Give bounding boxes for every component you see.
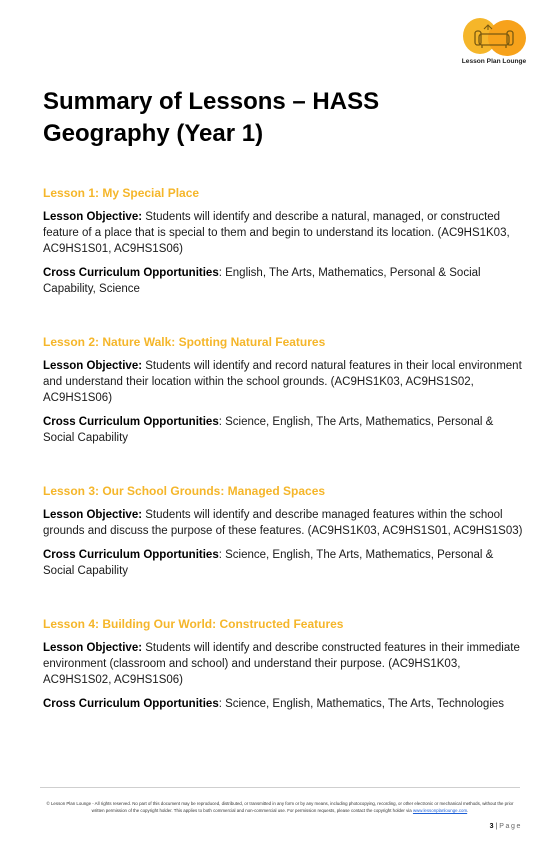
cross-text: : Science, English, The Arts, Mathematics, Personal & Social Capability — [43, 549, 494, 577]
lesson-4 — [43, 616, 523, 712]
objective-label: Lesson Objective: — [43, 642, 143, 654]
website-link[interactable]: www.lessonplanlounge.com — [412, 807, 468, 813]
copyright-text: © Lesson Plan Lounge - All rights reserved. No part of this document may be reproduced, distributed, or transmitted in any form or by any means, including photocopying, recording, or other electronic or mechanical methods, without the prior written permission of the copyright holder. This applies to both commercial and non-commercial use. For permission requests, please contact the copyright holder via — [46, 801, 514, 813]
lesson-objective — [43, 358, 523, 406]
lesson-objective — [43, 209, 523, 257]
lesson-title: Lesson 4: Building Our World: Constructed Features — [43, 617, 344, 631]
lesson-title: Lesson 3: Our School Grounds: Managed Spaces — [43, 484, 326, 498]
brand-logo — [458, 17, 530, 69]
cross-curriculum — [43, 547, 523, 579]
objective-label: Lesson Objective: — [43, 360, 143, 372]
cross-text: : Science, English, Mathematics, The Arts, Technologies — [218, 698, 505, 710]
lesson-objective — [43, 640, 523, 688]
objective-label: Lesson Objective: — [43, 211, 143, 223]
cross-label: Cross Curriculum Opportunities — [43, 416, 219, 428]
objective-label: Lesson Objective: — [43, 509, 143, 521]
lesson-objective — [43, 507, 523, 539]
lesson-1 — [43, 185, 523, 297]
lessons-list — [43, 185, 523, 720]
cross-text: : Science, English, The Arts, Mathematics, Personal & Social Capability — [43, 416, 494, 444]
cross-text: : English, The Arts, Mathematics, Personal & Social Capability, Science — [43, 267, 481, 295]
logo-text: Lesson Plan Lounge — [461, 58, 527, 65]
lounge-sofa-icon — [462, 17, 526, 57]
lesson-3 — [43, 483, 523, 579]
lesson-title: Lesson 1: My Special Place — [43, 186, 200, 200]
cross-label: Cross Curriculum Opportunities — [43, 698, 219, 710]
footer-divider — [40, 787, 520, 788]
cross-curriculum — [43, 265, 523, 297]
lesson-title: Lesson 2: Nature Walk: Spotting Natural Features — [43, 335, 326, 349]
objective-text: Students will identify and describe a natural, managed, or constructed feature of a place that is special to them and begin to understand its location. (AC9HS1K03, AC9HS1S01, AC9HS1S06) — [43, 211, 510, 255]
link-suffix: . — [467, 807, 469, 813]
page-separator: | — [493, 823, 500, 830]
page-number — [490, 823, 522, 830]
cross-curriculum — [43, 414, 523, 446]
lesson-2 — [43, 334, 523, 446]
page-title — [43, 86, 503, 150]
title-line-2: Geography (Year 1) — [43, 120, 264, 147]
copyright-notice — [44, 801, 516, 814]
objective-text: Students will identify and record natural features in their local environment and understand their location within the school grounds. (AC9HS1K03, AC9HS1S02, AC9HS1S06) — [43, 360, 522, 404]
cross-label: Cross Curriculum Opportunities — [43, 267, 219, 279]
objective-text: Students will identify and describe constructed features in their immediate environment (classroom and school) and understand their purpose. (AC9HS1K03, AC9HS1S02, AC9HS1S06) — [43, 642, 520, 686]
cross-curriculum — [43, 696, 523, 712]
title-line-1: Summary of Lessons – HASS — [43, 88, 380, 115]
page-label: Page — [499, 823, 522, 830]
objective-text: Students will identify and describe managed features within the school grounds and discuss the purpose of these features. (AC9HS1K03, AC9HS1S01, AC9HS1S03) — [43, 509, 523, 537]
cross-label: Cross Curriculum Opportunities — [43, 549, 219, 561]
page-number-value: 3 — [489, 823, 494, 830]
